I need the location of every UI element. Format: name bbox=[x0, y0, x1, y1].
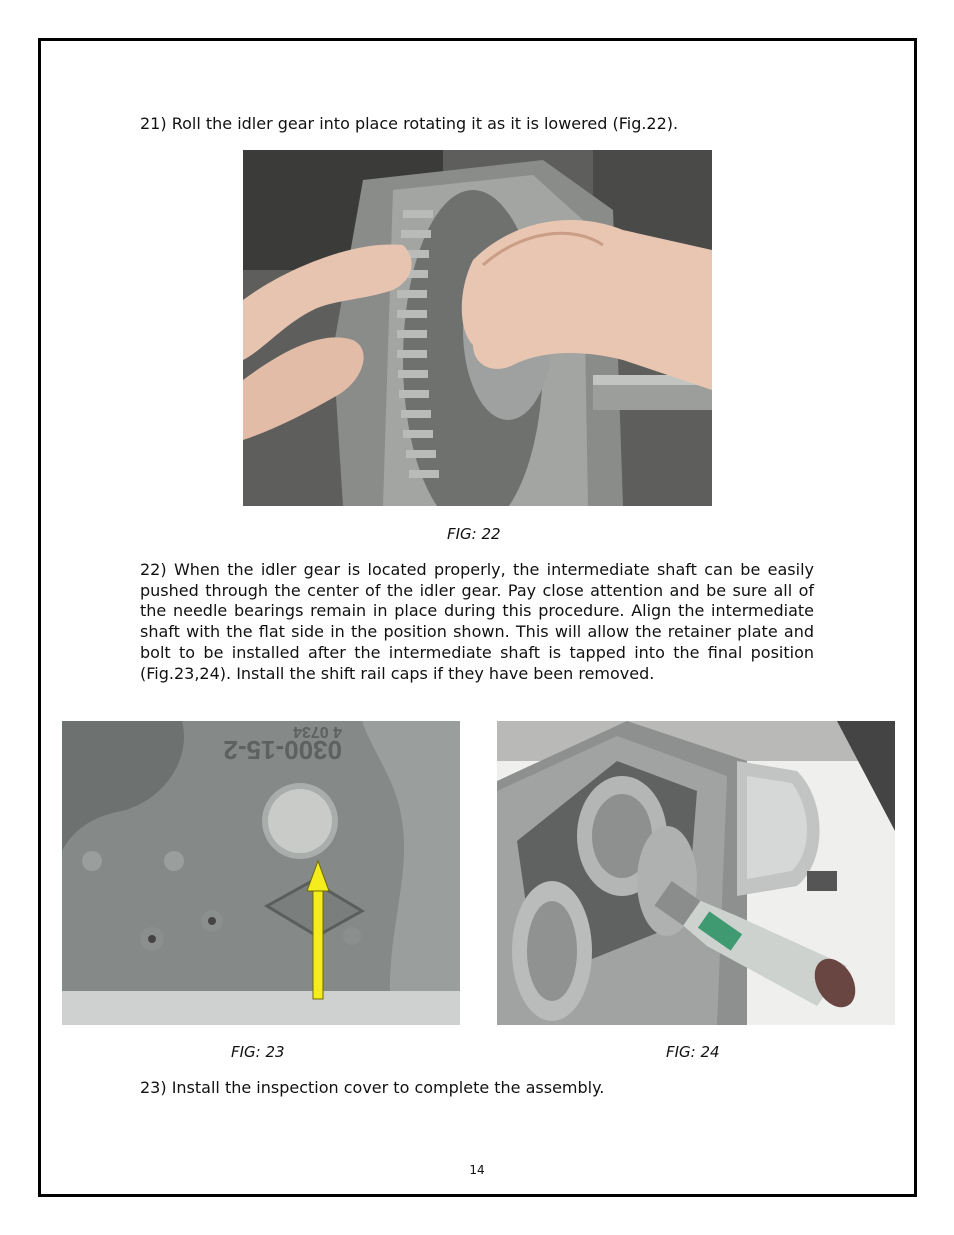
casting-text-main: 0300-15-2 bbox=[223, 735, 342, 765]
figure-23-photo bbox=[62, 721, 460, 1025]
figure-23-caption: FIG: 23 bbox=[231, 1043, 285, 1061]
step-22-text: 22) When the idler gear is located properly, the intermediate shaft can be easily pushed through the center of the idler gear. Pay close attention and be sure all of the needle bearings remain in place during this procedure. Align the intermediate shaft with the flat side in the position shown. This will allow the retainer plate and bolt to be installed after the intermediate shaft is tapped into the final position (Fig.23,24). Install the shift rail caps if they have been removed. bbox=[140, 560, 814, 683]
figure-22-photo bbox=[243, 150, 712, 506]
figure-22-caption: FIG: 22 bbox=[447, 525, 501, 543]
figure-24-caption: FIG: 24 bbox=[666, 1043, 720, 1061]
step-21-text: 21) Roll the idler gear into place rotating it as it is lowered (Fig.22). bbox=[140, 114, 679, 133]
casting-text-secondary: 4 0734 bbox=[293, 723, 342, 740]
figure-24-photo bbox=[497, 721, 895, 1025]
page-number: 14 bbox=[469, 1163, 485, 1177]
step-23-text: 23) Install the inspection cover to complete the assembly. bbox=[140, 1078, 605, 1097]
arrow-shaft bbox=[313, 881, 323, 999]
